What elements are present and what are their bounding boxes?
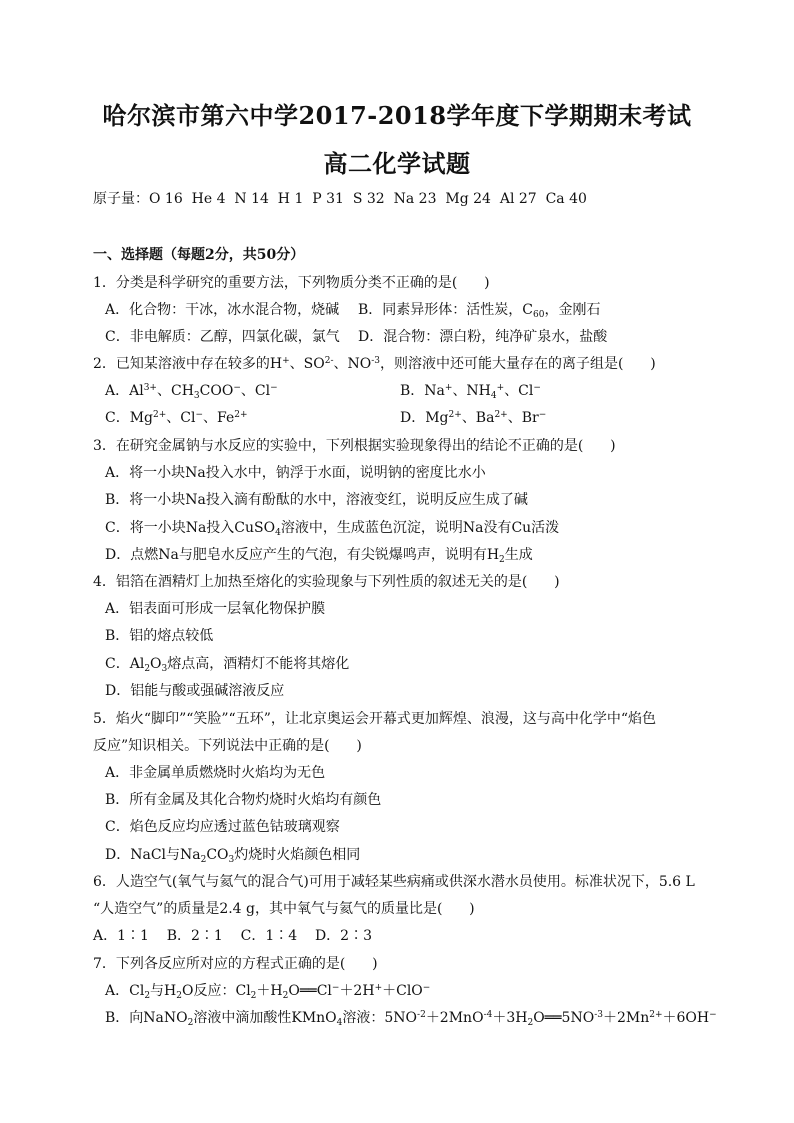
question-4-option-a: A．铝表面可形成一层氧化物保护膜 — [105, 601, 326, 617]
question-3-option-b: B．将一小块Na投入滴有酚酞的水中，溶液变红，说明反应生成了碱 — [105, 492, 528, 508]
question-2-stem: 2．已知某溶液中存在较多的H+、$SO^{2-}$、$NO^{-3}$，则溶液中还可能大量存在的离子组是( ) — [93, 356, 656, 372]
question-3-option-a: A．将一小块Na投入水中，钠浮于水面，说明钠的密度比水小 — [105, 465, 486, 481]
question-5-stem-line-1: 5．焰火“脚印”“笑脸”“五环”，让北京奥运会开幕式更加辉煌、浪漫，这与高中化学中“焰色 — [93, 711, 657, 727]
question-7-option-a: A．$Cl_2$与$H_2O$反应：$Cl_2+H_2O══Cl^-+2H^++ClO^-$ — [105, 983, 431, 1001]
question-6-stem-line-2: “人造空气”的质量是2.4 g，其中氧气与氦气的质量比是( ) — [93, 901, 475, 917]
question-7-stem: 7．下列各反应所对应的方程式正确的是( ) — [93, 956, 378, 972]
question-3-option-c: C．将一小块Na投入CuSO$_4$溶液中，生成蓝色沉淀，说明Na没有Cu活泼 — [105, 520, 560, 538]
question-3-option-d: D．点燃Na与肥皂水反应产生的气泡，有尖锐爆鸣声，说明有$H_2$生成 — [105, 547, 533, 565]
question-2-option-d: D．$Mg^{2+}$、$Ba^{2+}$、Br− — [400, 410, 547, 426]
question-4-stem: 4．铝箔在酒精灯上加热至熔化的实验现象与下列性质的叙述无关的是( ) — [93, 574, 560, 590]
question-7-option-b: B．向NaNO$_2$溶液中滴加酸性KMnO$_4$溶液：$5NO^{-2}+2MnO^{-4}+3H_2O══5NO^{-3}+2Mn^{2+}+6OH^-$ — [105, 1010, 717, 1028]
question-2-option-a: A．$Al^{3+}$、$CH_3COO^-$、Cl− — [105, 383, 278, 401]
question-1-option-a: A．化合物：干冰，冰水混合物，烧碱 — [105, 302, 340, 318]
question-5-option-a: A．非金属单质燃烧时火焰均为无色 — [105, 765, 326, 781]
question-4-option-c: C．$Al_2O_3$熔点高，酒精灯不能将其熔化 — [105, 656, 350, 674]
question-1-option-c: C．非电解质：乙醇，四氯化碳，氯气 — [105, 329, 340, 345]
exam-subtitle: 高二化学试题 — [323, 149, 471, 178]
question-3-stem: 3．在研究金属钠与水反应的实验中，下列根据实验现象得出的结论不正确的是( ) — [93, 438, 616, 454]
section-title: 一、选择题（每题2分，共50分） — [93, 247, 305, 263]
atomic-mass-line: 原子量：O 16 He 4 N 14 H 1 P 31 S 32 Na 23 Mg 24 Al 27 Ca 40 — [93, 191, 587, 207]
question-2-option-b: B．Na+、$NH_4^+$、Cl− — [400, 383, 541, 401]
question-4-option-b: B．铝的熔点较低 — [105, 628, 214, 644]
question-6-stem-line-1: 6．人造空气(氧气与氦气的混合气)可用于减轻某些病痛或供深水潜水员使用。标准状况下，5.6 L — [93, 874, 695, 890]
question-5-option-d: D．NaCl与$Na_2CO_3$灼烧时火焰颜色相同 — [105, 847, 361, 865]
question-5-stem-line-2: 反应”知识相关。下列说法中正确的是( ) — [93, 738, 362, 754]
question-5-option-b: B．所有金属及其化合物灼烧时火焰均有颜色 — [105, 792, 382, 808]
question-1-option-b: B．同素异形体：活性炭，$C_{60}$，金刚石 — [358, 302, 601, 320]
question-1-option-d: D．混合物：漂白粉，纯净矿泉水，盐酸 — [358, 329, 608, 345]
question-2-option-c: C．$Mg^{2+}$、Cl−、$Fe^{2+}$ — [105, 410, 248, 426]
question-4-option-d: D．铝能与酸或强碱溶液反应 — [105, 683, 285, 699]
question-6-options: A．1∶1 B．2∶1 C．1∶4 D．2∶3 — [93, 928, 372, 944]
question-1-stem: 1．分类是科学研究的重要方法，下列物质分类不正确的是( ) — [93, 275, 490, 291]
question-5-option-c: C．焰色反应均应透过蓝色钴玻璃观察 — [105, 819, 340, 835]
exam-title: 哈尔滨市第六中学2017-2018学年度下学期期末考试 — [102, 101, 692, 130]
